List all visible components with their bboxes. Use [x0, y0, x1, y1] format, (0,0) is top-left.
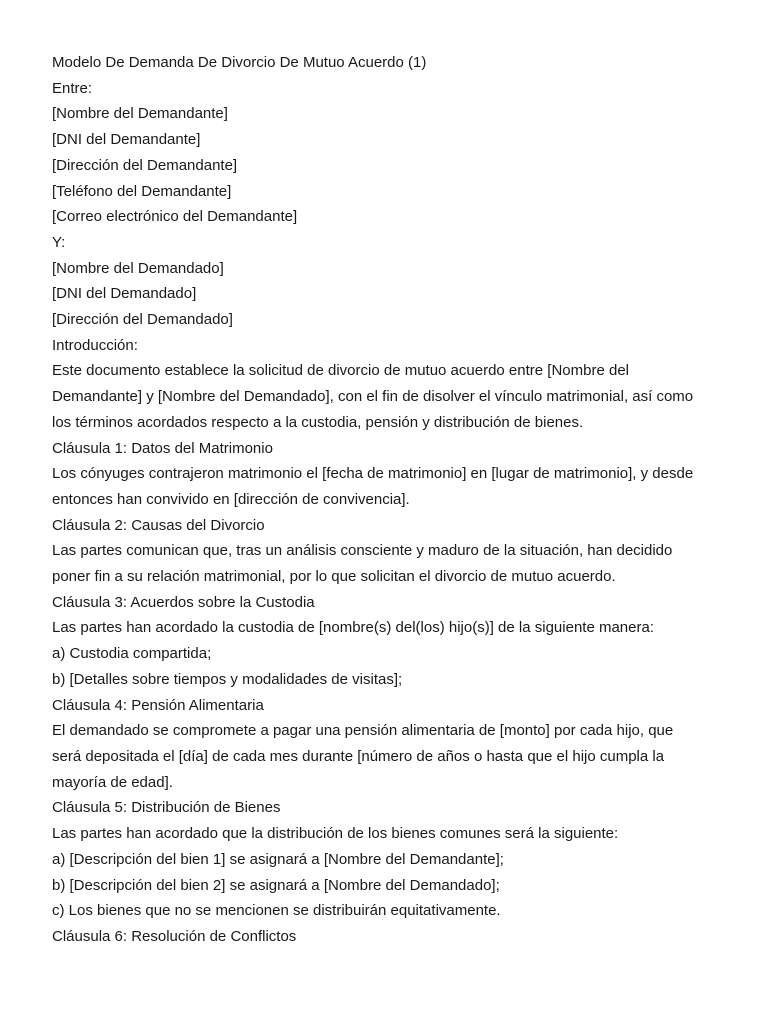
clause-6-heading: Cláusula 6: Resolución de Conflictos	[52, 927, 297, 945]
clause-1-heading: Cláusula 1: Datos del Matrimonio	[52, 439, 273, 457]
plaintiff-phone: [Teléfono del Demandante]	[52, 182, 232, 200]
document-page	[52, 50, 732, 950]
clause-5-item: a) [Descripción del bien 1] se asignará a [Nombre del Demandante];	[52, 850, 504, 868]
defendant-name: [Nombre del Demandado]	[52, 259, 224, 277]
clause-3-item: b) [Detalles sobre tiempos y modalidades de visitas];	[52, 670, 403, 688]
clause-1-line: Los cónyuges contrajeron matrimonio el [fecha de matrimonio] en [lugar de matrimonio], y desde	[52, 465, 694, 483]
clause-4-heading: Cláusula 4: Pensión Alimentaria	[52, 696, 264, 714]
plaintiff-address: [Dirección del Demandante]	[52, 156, 238, 174]
document-title: Modelo De Demanda De Divorcio De Mutuo Acuerdo (1)	[52, 54, 427, 71]
defendant-dni: [DNI del Demandado]	[52, 285, 197, 303]
defendant-address: [Dirección del Demandado]	[52, 311, 233, 329]
between-label: Entre:	[52, 79, 93, 97]
clause-4-line: mayoría de edad].	[52, 773, 173, 791]
clause-3-item: a) Custodia compartida;	[52, 645, 212, 663]
clause-5-item: c) Los bienes que no se mencionen se distribuirán equitativamente.	[52, 902, 501, 920]
clause-4-line: será depositada el [día] de cada mes durante [número de años o hasta que el hijo cumpla la	[52, 747, 665, 765]
clause-2-line: Las partes comunican que, tras un análisis consciente y maduro de la situación, han decidido	[52, 542, 673, 560]
clause-3-line: Las partes han acordado la custodia de [nombre(s) del(los) hijo(s)] de la siguiente manera:	[52, 619, 654, 637]
introduction-line: Este documento establece la solicitud de divorcio de mutuo acuerdo entre [Nombre del	[52, 362, 629, 380]
plaintiff-name: [Nombre del Demandante]	[52, 105, 228, 123]
clause-5-heading: Cláusula 5: Distribución de Bienes	[52, 799, 281, 817]
clause-3-heading: Cláusula 3: Acuerdos sobre la Custodia	[52, 593, 315, 611]
and-label: Y:	[52, 233, 66, 251]
introduction-line: los términos acordados respecto a la custodia, pensión y distribución de bienes.	[52, 413, 584, 431]
clause-1-line: entonces han convivido en [dirección de convivencia].	[52, 490, 410, 508]
plaintiff-dni: [DNI del Demandante]	[52, 131, 201, 149]
clause-2-line: poner fin a su relación matrimonial, por lo que solicitan el divorcio de mutuo acuerdo.	[52, 568, 616, 586]
introduction-line: Demandante] y [Nombre del Demandado], con el fin de disolver el vínculo matrimonial, así como	[52, 388, 694, 406]
introduction-heading: Introducción:	[52, 336, 138, 354]
clause-2-heading: Cláusula 2: Causas del Divorcio	[52, 516, 265, 534]
clause-4-line: El demandado se compromete a pagar una pensión alimentaria de [monto] por cada hijo, que	[52, 722, 674, 740]
clause-5-line: Las partes han acordado que la distribución de los bienes comunes será la siguiente:	[52, 825, 619, 843]
plaintiff-email: [Correo electrónico del Demandante]	[52, 208, 298, 226]
clause-5-item: b) [Descripción del bien 2] se asignará a [Nombre del Demandado];	[52, 876, 500, 894]
